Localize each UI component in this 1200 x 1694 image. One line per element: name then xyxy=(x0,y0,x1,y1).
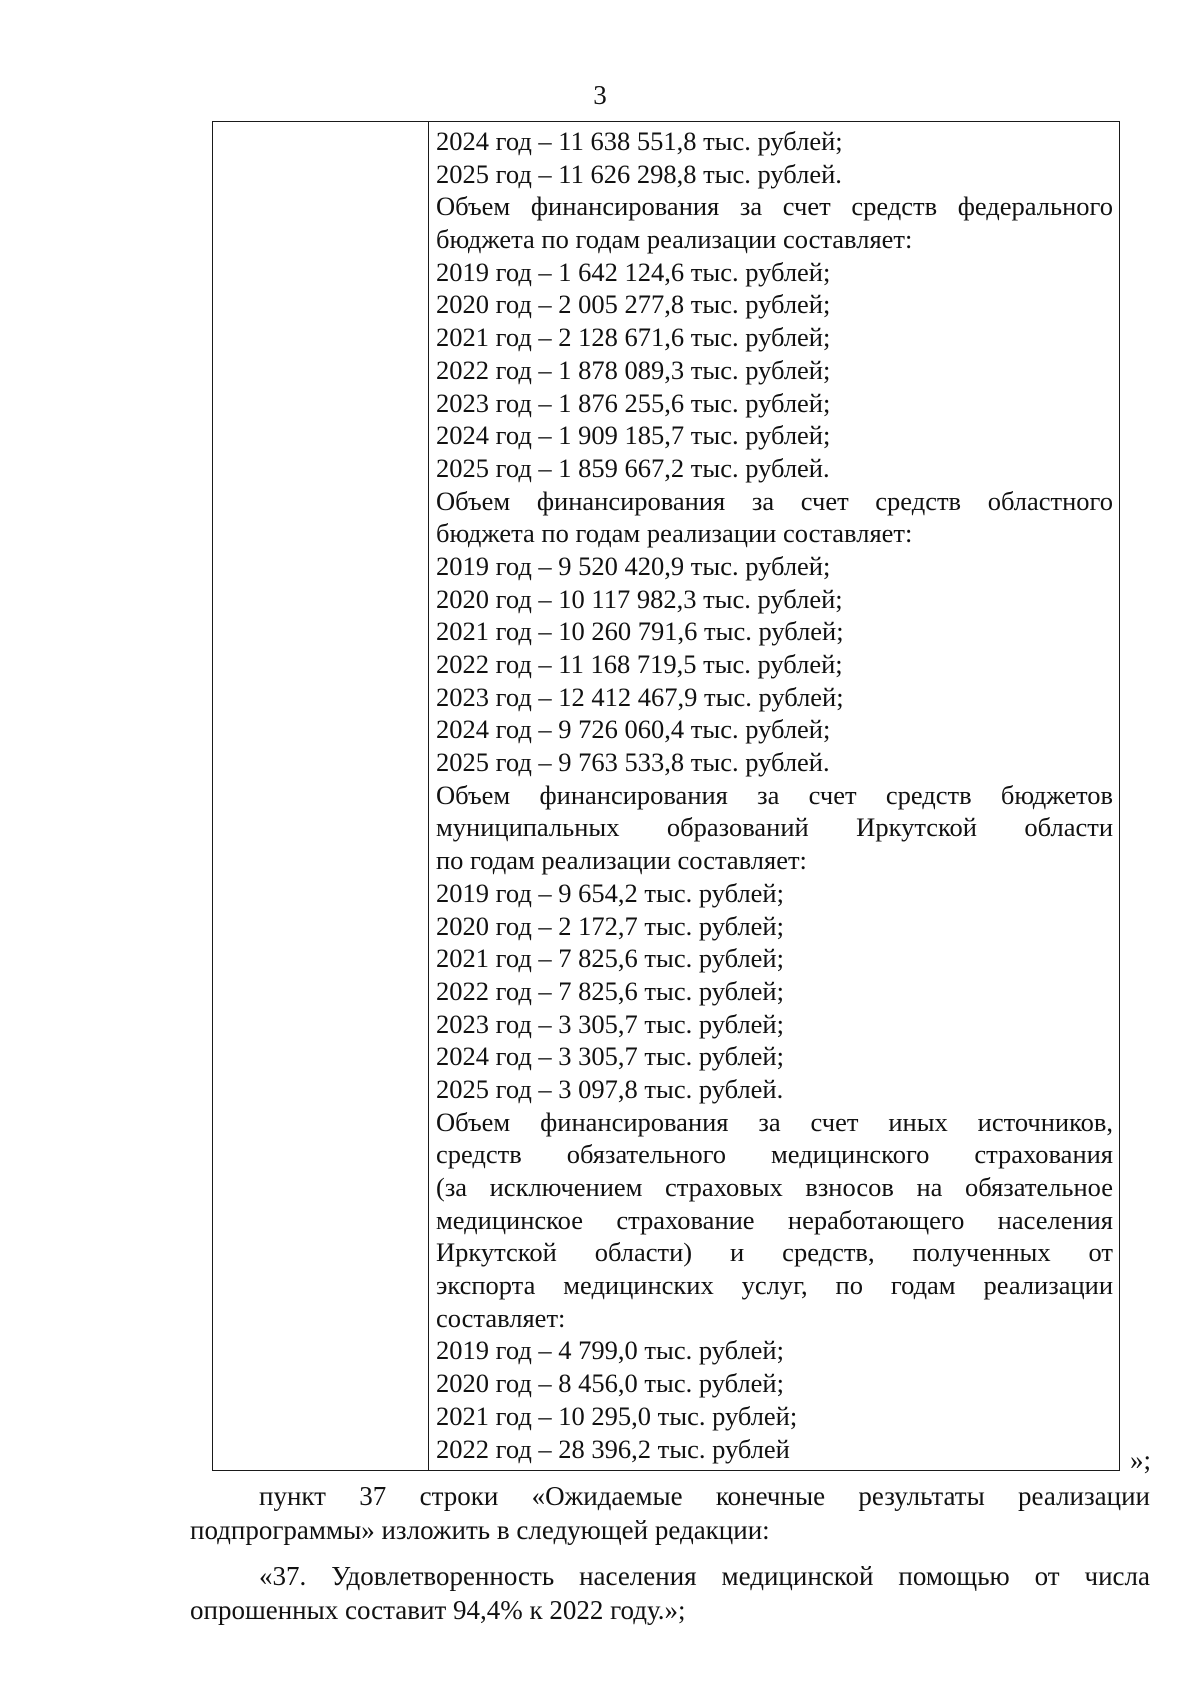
closing-quote: »; xyxy=(1130,1445,1152,1475)
table-line: 2024 год – 3 305,7 тыс. рублей; xyxy=(436,1041,784,1072)
table-line: Объем финансирования за счет иных источников, xyxy=(436,1106,1113,1137)
paragraph-line: «37. Удовлетворенность населения медицинской помощью от числа xyxy=(259,1561,1150,1591)
table-line: муниципальных образований Иркутской области xyxy=(436,812,1113,843)
page-number: 3 xyxy=(593,80,607,110)
financing-table xyxy=(212,121,1120,1471)
table-line: 2021 год – 2 128 671,6 тыс. рублей; xyxy=(436,322,831,353)
paragraph-line: пункт 37 строки «Ожидаемые конечные результаты реализации xyxy=(259,1481,1150,1511)
table-line: Иркутской области) и средств, полученных от xyxy=(436,1237,1113,1268)
new-text-paragraph xyxy=(190,1559,1150,1627)
table-line: 2020 год – 2 005 277,8 тыс. рублей; xyxy=(436,289,831,320)
table-column-divider xyxy=(428,122,429,1470)
table-line: 2022 год – 28 396,2 тыс. рублей xyxy=(436,1433,790,1464)
table-line: 2024 год – 1 909 185,7 тыс. рублей; xyxy=(436,420,831,451)
table-line: 2019 год – 9 654,2 тыс. рублей; xyxy=(436,877,784,908)
table-line: медицинское страхование неработающего населения xyxy=(436,1204,1113,1235)
table-line: бюджета по годам реализации составляет: xyxy=(436,518,913,549)
amendment-paragraph xyxy=(190,1479,1150,1547)
table-line: 2020 год – 8 456,0 тыс. рублей; xyxy=(436,1368,784,1399)
table-line: 2022 год – 7 825,6 тыс. рублей; xyxy=(436,975,784,1006)
table-line: Объем финансирования за счет средств федерального xyxy=(436,191,1113,222)
table-line: Объем финансирования за счет средств областного xyxy=(436,485,1113,516)
table-line: экспорта медицинских услуг, по годам реализации xyxy=(436,1270,1113,1301)
table-line: 2025 год – 3 097,8 тыс. рублей. xyxy=(436,1073,784,1104)
table-line: 2022 год – 11 168 719,5 тыс. рублей; xyxy=(436,649,843,679)
table-line: бюджета по годам реализации составляет: xyxy=(436,224,913,255)
table-line: 2024 год – 9 726 060,4 тыс. рублей; xyxy=(436,714,831,745)
table-line: 2025 год – 1 859 667,2 тыс. рублей. xyxy=(436,452,830,483)
table-line: 2025 год – 11 626 298,8 тыс. рублей. xyxy=(436,158,842,189)
table-line: 2021 год – 10 260 791,6 тыс. рублей; xyxy=(436,616,844,647)
table-line: 2024 год – 11 638 551,8 тыс. рублей; xyxy=(436,126,843,156)
table-line: 2019 год – 9 520 420,9 тыс. рублей; xyxy=(436,550,831,581)
table-line: средств обязательного медицинского страхования xyxy=(436,1139,1113,1170)
table-line: 2025 год – 9 763 533,8 тыс. рублей. xyxy=(436,747,830,778)
table-line: 2023 год – 12 412 467,9 тыс. рублей; xyxy=(436,681,844,712)
paragraph-line: опрошенных составит 94,4% к 2022 году.»; xyxy=(190,1595,686,1625)
table-line: 2021 год – 10 295,0 тыс. рублей; xyxy=(436,1400,798,1431)
table-line: (за исключением страховых взносов на обязательное xyxy=(436,1172,1113,1202)
table-line: 2019 год – 1 642 124,6 тыс. рублей; xyxy=(436,256,831,287)
table-line: 2021 год – 7 825,6 тыс. рублей; xyxy=(436,943,784,974)
table-line: 2020 год – 2 172,7 тыс. рублей; xyxy=(436,910,784,941)
table-line: по годам реализации составляет: xyxy=(436,845,807,876)
table-line: 2020 год – 10 117 982,3 тыс. рублей; xyxy=(436,583,843,614)
financing-content-cell xyxy=(436,125,1113,1465)
table-line: 2023 год – 3 305,7 тыс. рублей; xyxy=(436,1008,784,1039)
paragraph-line: подпрограммы» изложить в следующей редакции: xyxy=(190,1515,770,1545)
table-line: составляет: xyxy=(436,1302,566,1333)
table-line: 2023 год – 1 876 255,6 тыс. рублей; xyxy=(436,387,831,418)
table-line: 2019 год – 4 799,0 тыс. рублей; xyxy=(436,1335,784,1366)
table-line: 2022 год – 1 878 089,3 тыс. рублей; xyxy=(436,354,831,385)
table-line: Объем финансирования за счет средств бюджетов xyxy=(436,779,1113,810)
